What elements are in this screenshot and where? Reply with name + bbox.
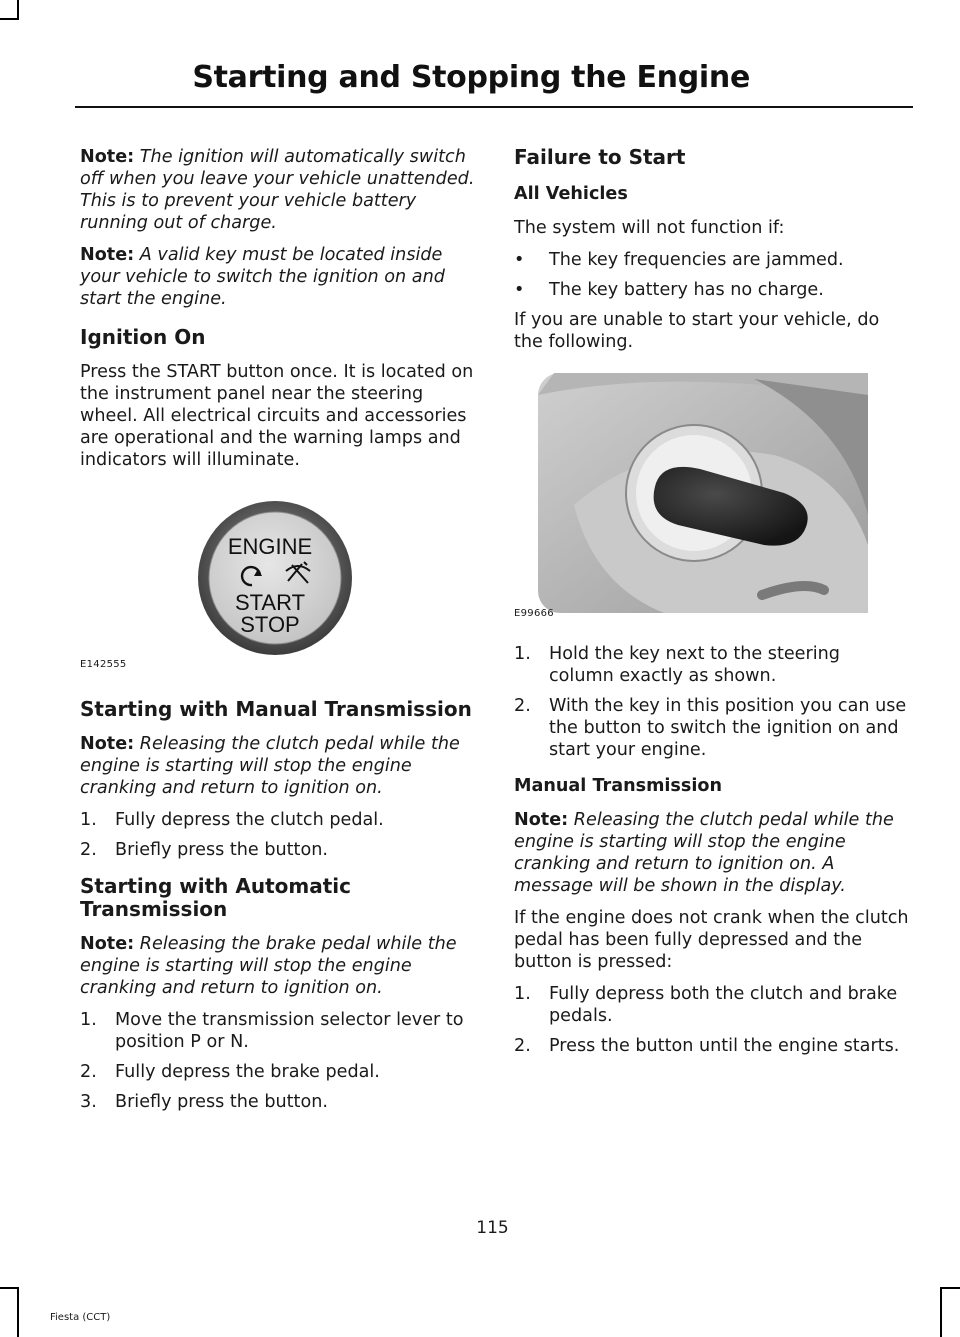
heading-ignition-on: Ignition On [80, 325, 206, 349]
manual-steps-list [80, 809, 475, 861]
no-crank-text: If the engine does not crank when the clutch pedal has been fully depressed and the button is pressed: [514, 908, 909, 972]
left-column [80, 146, 475, 1121]
list-item: • The key battery has no charge. [514, 280, 824, 300]
list-item: 2. Fully depress the brake pedal. [80, 1062, 380, 1082]
page-title: Starting and Stopping the Engine [192, 60, 750, 95]
unable-to-start-text: If you are unable to start your vehicle, do the following. [514, 310, 880, 352]
heading-manual-start: Starting with Manual Transmission [80, 697, 472, 721]
note-manual-display: Note: Releasing the clutch pedal while the engine is starting will stop the engine cranking and return to ignition on. A message will be shown in the display. [514, 810, 894, 896]
engine-label: ENGINE [227, 534, 313, 559]
list-item: 1. Fully depress the clutch pedal. [80, 810, 384, 830]
heading-all-vehicles: All Vehicles [514, 184, 628, 204]
crop-mark [0, 1287, 19, 1289]
crank-steps-list [514, 983, 909, 1057]
start-stop-button-icon [80, 481, 475, 676]
crop-mark [17, 1287, 19, 1337]
list-item: 2. Press the button until the engine starts. [514, 1036, 900, 1056]
key-at-steering-column-illustration [514, 365, 909, 625]
crop-mark [17, 0, 19, 20]
list-item: • The key frequencies are jammed. [514, 250, 844, 270]
note-auto-switch-off: Note: The ignition will automatically switch off when you leave your vehicle unattended. This is to prevent your vehicle battery running out of charge. [80, 147, 475, 233]
heading-manual-transmission: Manual Transmission [514, 776, 723, 796]
key-position-figure [514, 365, 909, 625]
header-rule [75, 106, 913, 108]
footer-model: Fiesta (CCT) [50, 1312, 111, 1323]
list-item: 2. Briefly press the button. [80, 840, 328, 860]
failure-bullets [514, 249, 909, 301]
start-label: START [234, 590, 306, 615]
system-intro-text: The system will not function if: [514, 218, 785, 238]
right-column [514, 146, 909, 1065]
crop-mark [0, 18, 19, 20]
crop-mark [940, 1287, 960, 1289]
heading-automatic-start: Starting with Automatic Transmission [80, 874, 351, 921]
crop-mark [940, 1287, 942, 1337]
automatic-steps-list [80, 1009, 475, 1113]
note-automatic-brake: Note: Releasing the brake pedal while the engine is starting will stop the engine cranking and return to ignition on. [80, 934, 457, 998]
ignition-on-text: Press the START button once. It is located on the instrument panel near the steering wheel. All electrical circuits and accessories are operational and the warning lamps and indicators will illuminate. [80, 362, 474, 470]
page-number: 115 [476, 1218, 509, 1238]
stop-label: STOP [240, 612, 300, 637]
list-item: 2. With the key in this position you can use the button to switch the ignition on and start your engine. [514, 696, 907, 760]
note-valid-key: Note: A valid key must be located inside your vehicle to switch the ignition on and start the engine. [80, 245, 445, 309]
figure-code: E142555 [80, 659, 127, 670]
start-stop-button-figure [80, 481, 475, 676]
note-manual-clutch: Note: Releasing the clutch pedal while the engine is starting will stop the engine cranking and return to ignition on. [80, 734, 460, 798]
list-item: 1. Move the transmission selector lever to position P or N. [80, 1010, 464, 1052]
list-item: 1. Fully depress both the clutch and brake pedals. [514, 984, 898, 1026]
list-item: 3. Briefly press the button. [80, 1092, 328, 1112]
figure-code: E99666 [514, 608, 554, 619]
list-item: 1. Hold the key next to the steering column exactly as shown. [514, 644, 840, 686]
heading-failure-to-start: Failure to Start [514, 145, 686, 169]
key-steps-list [514, 643, 909, 761]
